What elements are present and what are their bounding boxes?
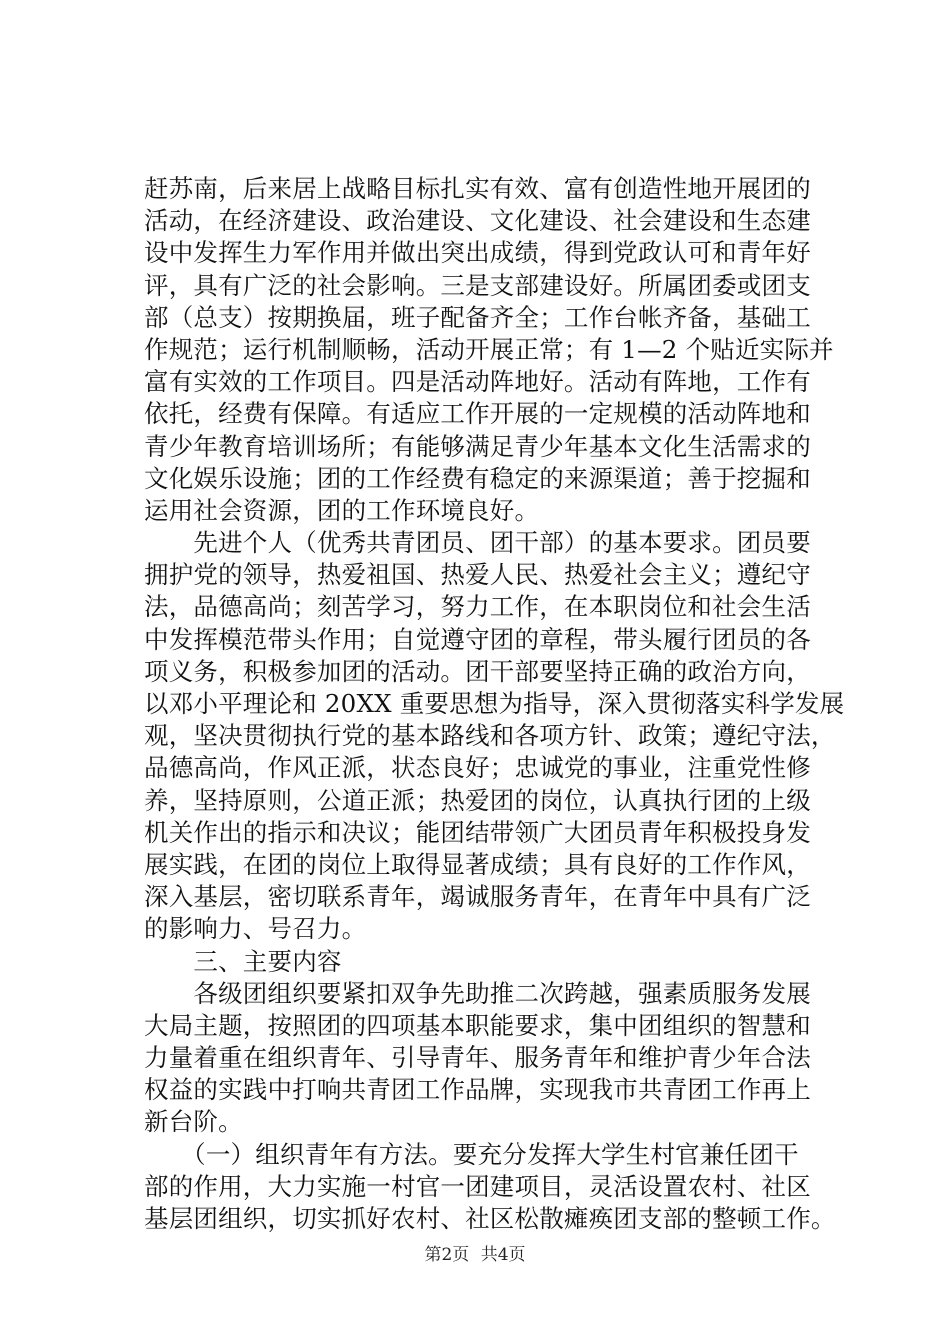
text-line: 拥护党的领导，热爱祖国、热爱人民、热爱社会主义；遵纪守	[144, 560, 811, 590]
text-line: 评，具有广泛的社会影响。三是支部建设好。所属团委或团支	[144, 270, 811, 300]
text-line: 活动，在经济建设、政治建设、文化建设、社会建设和生态建	[144, 206, 811, 236]
text-line: 品德高尚，作风正派，状态良好；忠诚党的事业，注重党性修	[144, 753, 811, 783]
text-line: 赶苏南，后来居上战略目标扎实有效、富有创造性地开展团的	[144, 174, 811, 203]
text-line: 养，坚持原则，公道正派；热爱团的岗位，认真执行团的上级	[144, 785, 811, 815]
text-line: 新台阶。	[144, 1107, 243, 1137]
text-line: 富有实效的工作项目。四是活动阵地好。活动有阵地，工作有	[144, 367, 811, 397]
text-line: 设中发挥生力军作用并做出突出成绩，得到党政认可和青年好	[144, 238, 811, 268]
text-line: 展实践，在团的岗位上取得显著成绩；具有良好的工作作风，	[144, 849, 811, 879]
page-number: 第2页	[424, 1245, 470, 1265]
text-line: 青少年教育培训场所；有能够满足青少年基本文化生活需求的	[144, 431, 811, 461]
text-line: 部的作用，大力实施一村官一团建项目，灵活设置农村、社区	[144, 1171, 811, 1201]
text-line: 依托，经费有保障。有适应工作开展的一定规模的活动阵地和	[144, 399, 811, 429]
text-line: 运用社会资源，团的工作环境良好。	[144, 495, 540, 525]
text-line: 作规范；运行机制顺畅，活动开展正常；有 1—2 个贴近实际并	[144, 334, 834, 364]
text-line: 法，品德高尚；刻苦学习，努力工作，在本职岗位和社会生活	[144, 592, 811, 622]
text-line: 机关作出的指示和决议；能团结带领广大团员青年积极投身发	[144, 817, 811, 847]
text-line: 的影响力、号召力。	[144, 914, 367, 944]
text-line: 三、主要内容	[144, 946, 342, 976]
text-line: 观，坚决贯彻执行党的基本路线和各项方针、政策；遵纪守法，	[144, 721, 836, 751]
text-line: 权益的实践中打响共青团工作品牌，实现我市共青团工作再上	[144, 1075, 811, 1105]
text-line: 先进个人（优秀共青团员、团干部）的基本要求。团员要	[144, 528, 811, 558]
text-line: 项义务，积极参加团的活动。团干部要坚持正确的政治方向，	[144, 656, 811, 686]
body-text	[144, 173, 854, 1235]
text-line: 各级团组织要紧扣双争先助推二次跨越，强素质服务发展	[144, 978, 811, 1008]
text-line: 文化娱乐设施；团的工作经费有稳定的来源渠道；善于挖掘和	[144, 463, 811, 493]
text-line: （一）组织青年有方法。要充分发挥大学生村官兼任团干	[144, 1139, 799, 1169]
text-line: 以邓小平理论和 20XX 重要思想为指导，深入贯彻落实科学发展	[144, 689, 845, 718]
page-footer	[0, 1240, 950, 1265]
text-line: 中发挥模范带头作用；自觉遵守团的章程，带头履行团员的各	[144, 624, 811, 654]
text-line: 部（总支）按期换届，班子配备齐全；工作台帐齐备，基础工	[144, 302, 811, 332]
page-total: 共4页	[480, 1245, 526, 1265]
text-line: 基层团组织，切实抓好农村、社区松散瘫痪团支部的整顿工作。	[144, 1204, 836, 1233]
text-line: 力量着重在组织青年、引导青年、服务青年和维护青少年合法	[144, 1043, 811, 1073]
text-line: 深入基层，密切联系青年，竭诚服务青年，在青年中具有广泛	[144, 882, 811, 912]
text-line: 大局主题，按照团的四项基本职能要求，集中团组织的智慧和	[144, 1010, 811, 1040]
